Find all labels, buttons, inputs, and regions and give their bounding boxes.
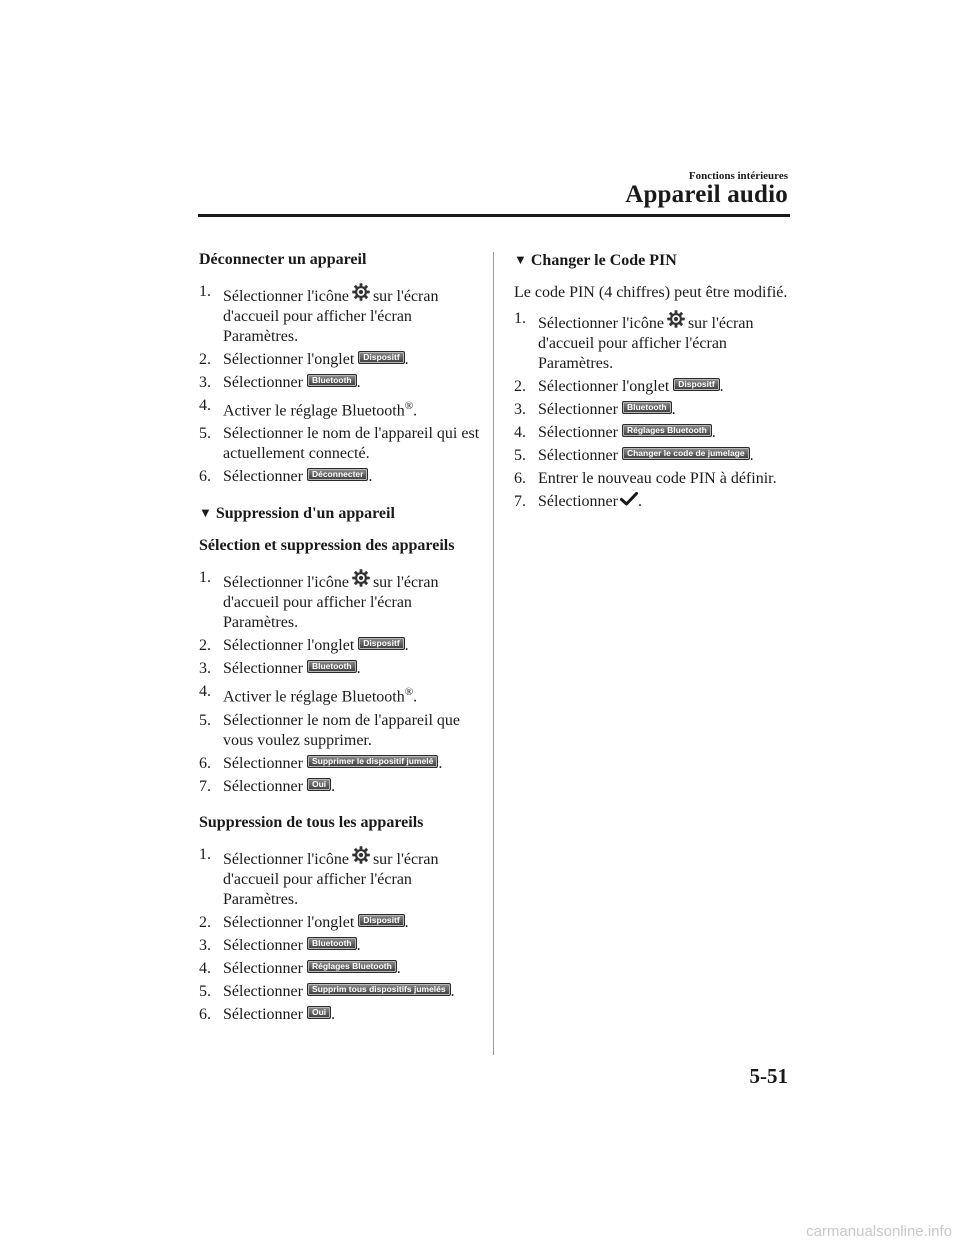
page-number: 5-51 <box>749 1064 788 1088</box>
left-column <box>199 250 481 1041</box>
settings-gear-icon <box>351 282 371 302</box>
list-item: 1. Sélectionner l'icône sur l'écran d'accueil pour afficher l'écran Paramètres. <box>514 310 754 372</box>
settings-gear-icon <box>351 568 371 588</box>
list-item: 3. Sélectionner Bluetooth . <box>199 374 361 391</box>
list-item: 7. Sélectionner Oui . <box>199 777 336 795</box>
yes-button: Oui <box>307 1006 331 1019</box>
list-item: 3. Sélectionner Bluetooth . <box>514 401 676 418</box>
bluetooth-settings-button: Réglages Bluetooth <box>622 424 712 437</box>
column-divider <box>493 252 494 1055</box>
list-item: 3. Sélectionner Bluetooth . <box>199 660 361 678</box>
dispositif-tab-button: Dispositf <box>673 378 719 391</box>
list-item: 2. Sélectionner l'onglet Dispositf . <box>199 637 409 655</box>
list-item: 4. Activer le réglage Bluetooth®. <box>199 683 418 706</box>
change-pairing-code-button: Changer le code de jumelage <box>622 447 750 460</box>
steps-delete-all <box>199 845 481 1025</box>
dispositif-tab-button: Dispositf <box>358 914 404 927</box>
steps-disconnect <box>199 282 481 487</box>
header-divider <box>198 214 790 217</box>
list-item: 3. Sélectionner Bluetooth . <box>199 936 361 954</box>
list-item: 6. Entrer le nouveau code PIN à définir. <box>514 470 777 487</box>
bluetooth-button: Bluetooth <box>307 937 357 950</box>
list-item: 4. Sélectionner Réglages Bluetooth . <box>199 959 401 977</box>
list-item: 6. Sélectionner Déconnecter . <box>199 468 373 486</box>
list-item: 6. Sélectionner Oui . <box>199 1005 336 1023</box>
heading-select-delete: Sélection et suppression des appareils <box>199 537 455 555</box>
dispositif-tab-button: Dispositf <box>358 351 404 364</box>
settings-gear-icon <box>351 845 371 865</box>
section-title: Fonctions intérieures <box>688 170 788 182</box>
heading-disconnect: Déconnecter un appareil <box>199 251 367 268</box>
page-title: Appareil audio <box>625 181 788 208</box>
list-item: 5. Sélectionner le nom de l'appareil que vous voulez supprimer. <box>199 711 461 749</box>
heading-change-pin: ▼ Changer le Code PIN <box>514 252 677 269</box>
yes-button: Oui <box>307 778 331 791</box>
list-item: 2. Sélectionner l'onglet Dispositf . <box>199 913 409 931</box>
settings-gear-icon <box>666 309 686 329</box>
checkmark-icon <box>620 492 638 506</box>
list-item: 5. Sélectionner Changer le code de jumelage . <box>514 447 754 464</box>
watermark: carmanualsonline.info <box>806 1223 952 1240</box>
list-item: 4. Activer le réglage Bluetooth®. <box>199 397 418 420</box>
disconnect-button: Déconnecter <box>307 468 369 481</box>
bluetooth-button: Bluetooth <box>307 374 357 387</box>
triangle-down-icon: ▼ <box>514 252 527 267</box>
triangle-down-icon: ▼ <box>199 505 212 521</box>
delete-paired-device-button: Supprimer le dispositif jumelé <box>307 755 438 768</box>
heading-delete-device: ▼ Suppression d'un appareil <box>199 505 395 523</box>
bluetooth-button: Bluetooth <box>307 660 357 673</box>
list-item: 6. Sélectionner Supprimer le dispositif jumelé . <box>199 754 443 772</box>
bluetooth-settings-button: Réglages Bluetooth <box>307 960 397 973</box>
list-item: 5. Sélectionner le nom de l'appareil qui est actuellement connecté. <box>199 425 480 463</box>
steps-select-delete <box>199 568 481 796</box>
right-column <box>514 250 804 528</box>
heading-delete-all: Suppression de tous les appareils <box>199 813 424 831</box>
list-item: 2. Sélectionner l'onglet Dispositf . <box>199 351 409 368</box>
list-item: 5. Sélectionner Supprim tous dispositifs jumelés . <box>199 982 455 1000</box>
list-item: 1. Sélectionner l'icône sur l'écran d'accueil pour afficher l'écran Paramètres. <box>199 569 439 632</box>
dispositif-tab-button: Dispositf <box>358 637 404 650</box>
steps-change-pin <box>514 309 804 512</box>
list-item: 4. Sélectionner Réglages Bluetooth . <box>514 424 716 441</box>
list-item: 7. Sélectionner . <box>514 493 642 510</box>
bluetooth-button: Bluetooth <box>622 401 672 414</box>
list-item: 1. Sélectionner l'icône sur l'écran d'accueil pour afficher l'écran Paramètres. <box>199 283 439 345</box>
delete-all-paired-button: Supprim tous dispositifs jumelés <box>307 983 451 996</box>
list-item: 2. Sélectionner l'onglet Dispositf . <box>514 378 724 395</box>
pin-intro: Le code PIN (4 chiffres) peut être modifié. <box>514 284 788 301</box>
list-item: 1. Sélectionner l'icône sur l'écran d'accueil pour afficher l'écran Paramètres. <box>199 845 439 908</box>
